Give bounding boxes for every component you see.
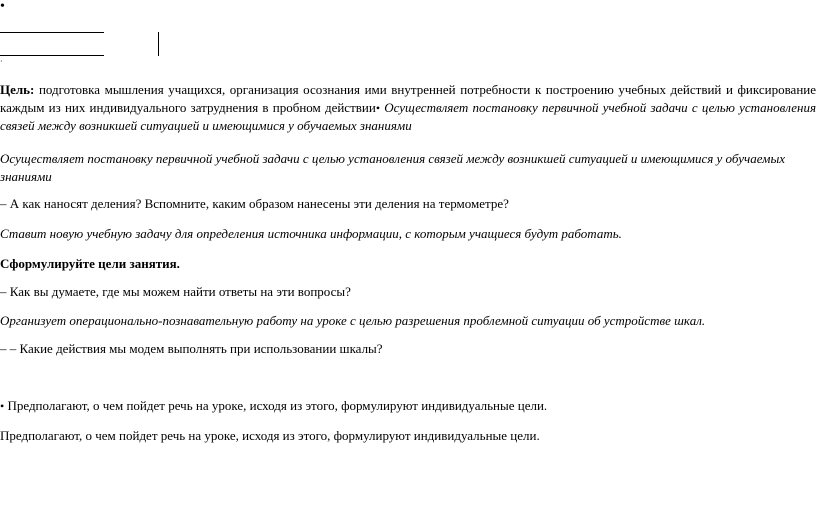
- task-statement-paragraph: Осуществляет постановку первичной учебной задачи с целью установления связей между возникшей ситуацией и имеющимися у обучаемых знаниями: [0, 151, 786, 184]
- goal-label: Цель:: [0, 82, 35, 97]
- assume-bullet-paragraph: [0, 397, 816, 415]
- question-divisions: – А как наносят деления? Вспомните, каким образом нанесены эти деления на термометре?: [0, 196, 509, 211]
- table-divider-line: [158, 32, 159, 56]
- assume-bullet-text: Предполагают, о чем пойдет речь на уроке, исходя из этого, формулируют индивидуальные цели.: [4, 398, 548, 413]
- question-scale-actions: – – Какие действия мы модем выполнять при использовании шкалы?: [0, 341, 383, 356]
- goal-paragraph: [0, 81, 816, 135]
- goal-bullet: •: [375, 101, 381, 115]
- formulate-goals-heading: Сформулируйте цели занятия.: [0, 256, 180, 271]
- goal-italic-text: Осуществляет постановку первичной учебной задачи с целью установления связей между возникшей ситуацией и имеющимися у обучаемых знаниями: [0, 100, 816, 133]
- assume-paragraph: Предполагают, о чем пойдет речь на уроке, исходя из этого, формулируют индивидуальные цели.: [0, 428, 540, 443]
- top-bullet: •: [0, 0, 5, 14]
- table-fragment: [0, 32, 104, 56]
- assume-bullet: •: [0, 399, 5, 413]
- question-where-answers: – Как вы думаете, где мы можем найти ответы на эти вопросы?: [0, 284, 351, 299]
- organize-work-paragraph: Организует операционально-познавательную работу на уроке с целью разрешения проблемной ситуации об устройстве шкал.: [0, 313, 706, 328]
- stray-mark: ·: [0, 57, 3, 66]
- goal-text: подготовка мышления учащихся, организация осознания ими внутренней потребности к построению учебных действий и фиксирование каждым из них индивидуального затруднения в пробном действии: [0, 82, 816, 115]
- new-task-paragraph: Ставит новую учебную задачу для определения источника информации, с которым учащиеся будут работать.: [0, 226, 622, 241]
